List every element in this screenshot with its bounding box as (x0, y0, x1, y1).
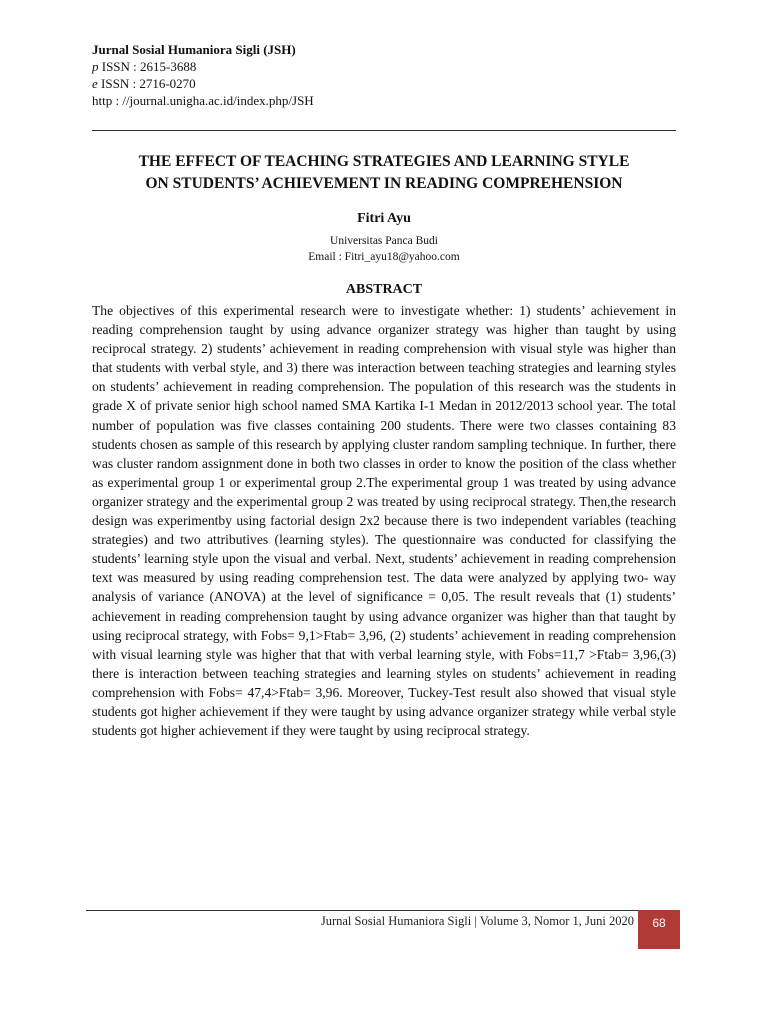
header-divider (92, 130, 676, 131)
author-name: Fitri Ayu (357, 211, 411, 226)
e-issn (92, 75, 314, 92)
page-number: 68 (638, 910, 680, 949)
e-issn-value: ISSN : 2716-0270 (97, 76, 196, 91)
journal-url[interactable]: http : //journal.unigha.ac.id/index.php/JSH (92, 93, 314, 108)
footer-divider (86, 910, 638, 911)
e-issn-prefix: e (92, 76, 98, 91)
title-line-1: THE EFFECT OF TEACHING STRATEGIES AND LEARNING STYLE (138, 153, 630, 170)
print-issn (92, 58, 314, 75)
author-details (92, 233, 676, 265)
title-line-2: ON STUDENTS’ ACHIEVEMENT IN READING COMPREHENSION (145, 175, 623, 192)
abstract-text: The objectives of this experimental research were to investigate whether: 1) students’ achievement in reading comprehension taught by using advance organizer strategy was higher than taught by using reciprocal strategy. 2) students’ achievement in reading comprehension with visual style was higher than that students with verbal style, and 3) there was interaction between teaching strategies and learning styles on students’ achievement in reading comprehension. The population of this research was the students in grade X of private senior high school named SMA Kartika I-1 Medan in 2012/2013 school year. The total number of population was five classes containing 200 students. There were two classes containing 83 students chosen as sample of this research by applying cluster random sampling technique. In further, there was cluster random assignment done in both two classes in order to know the position of the class whether as experimental group 1 or experimental group 2.The experimental group 1 was treated by using advance organizer strategy and the experimental group 2 was treated by using reciprocal strategy. Then,the research design was experimentby using factorial design 2x2 because there is two independent variables (teaching strategies) and two attributives (learning styles). The questionnaire was conducted for classifying the students’ learning style upon the visual and verbal. Next, students’ achievement in reading comprehension text was measured by using reading comprehension test. The data were analyzed by applying two- way analysis of variance (ANOVA) at the level of significance = 0,05. The result reveals that (1) students’ achievement in reading comprehension taught by using advance organizer was higher than that taught by using reciprocal strategy, with Fobs= 9,1>Ftab= 3,96, (2) students’ achievement in reading comprehension with visual learning style was higher that that with verbal learning style, with Fobs=11,7 >Ftab= 3,96,(3) there is interaction between teaching strategies and learning styles on students’ achievement in reading comprehension with Fobs= 47,4>Ftab= 3,96. Moreover, Tuckey-Test result also showed that visual style students got higher achievement if they were taught by using advance organizer strategy while verbal style students got higher achievement if they were taught by using reciprocal strategy. (92, 303, 676, 739)
abstract-heading: ABSTRACT (345, 282, 423, 297)
author-email: Email : Fitri_ayu18@yahoo.com (308, 251, 460, 263)
journal-header (92, 41, 314, 109)
paper-title (92, 151, 676, 195)
journal-name: Jurnal Sosial Humaniora Sigli (JSH) (92, 42, 296, 57)
footer-citation: Jurnal Sosial Humaniora Sigli | Volume 3, Nomor 1, Juni 2020 (320, 914, 634, 928)
print-issn-prefix: p (92, 59, 99, 74)
print-issn-value: ISSN : 2615-3688 (98, 59, 197, 74)
author-affiliation: Universitas Panca Budi (330, 235, 438, 247)
